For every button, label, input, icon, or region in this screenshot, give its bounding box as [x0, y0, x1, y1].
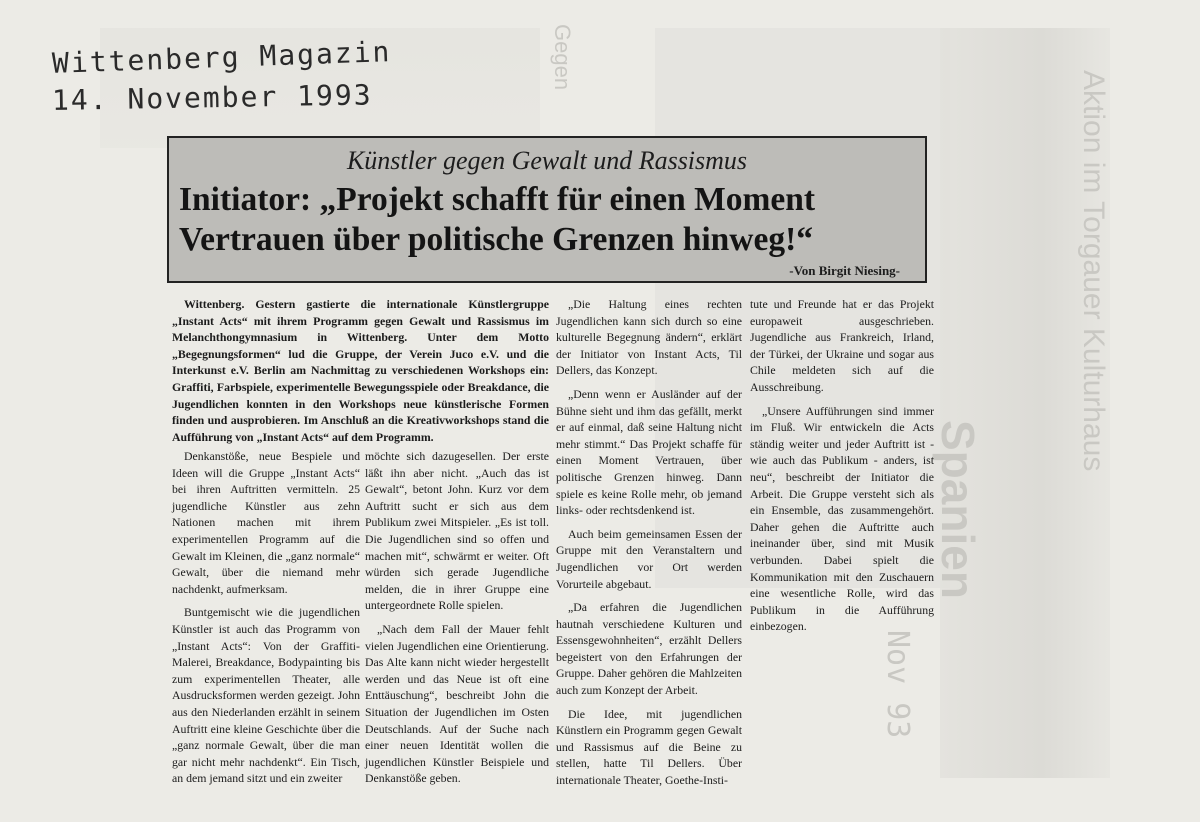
note-date: 14. November 1993: [51, 78, 373, 117]
note-publication: Wittenberg Magazin: [51, 35, 392, 80]
paragraph: „Unsere Aufführungen sind immer im Fluß. Wir entwickeln die Acts ständig weiter und jeder Auftritt ist - wie auch das Publikum - anders, ist neu“, beschreibt der Initiator die Arbeit. Die Gruppe versteht sich als ein Ensemble, das zusammengehört. Daher gehen die Auftritte auch ineinander über, sind mit Musik verbunden. Dabei spielt die Kommunikation mit den Zuschauern eine wesentliche Rolle, wird das Publikum in die Aufführung einbezogen.: [750, 403, 934, 634]
paragraph: Auch beim gemeinsamen Essen der Gruppe mit den Veranstaltern und Jugendlichen vor Ort werden Vorurteile abgebaut.: [556, 526, 742, 591]
byline: -Von Birgit Niesing-: [789, 263, 900, 278]
paragraph: möchte sich dazugesellen. Der erste läßt ihn aber nicht. „Auch das ist Gewalt“, betont John. Kurz vor dem Auftritt sucht er sich aus dem Publikum zwei Mitspieler. „Es ist toll. Die Jugendlichen sind so offen und machen mit“, schwärmt er weiter. Oft würden sich gerade Jugendliche melden, die in ihrer Gruppe eine untergeordnete Rolle spielen.: [365, 449, 549, 613]
paragraph: „Da erfahren die Jugendlichen hautnah verschiedene Kulturen und Essensgewohnheiten“, erzählt Dellers begeistert von den Erfahrungen der Gruppe. Daher gehören die Mahlzeiten auch zum Konzept der Arbeit.: [556, 600, 742, 698]
bleed-through-side-word: Gegen: [550, 24, 575, 91]
article-column-4: [750, 296, 934, 642]
headline-title: Initiator: „Projekt schafft für einen Moment Vertrauen über politische Grenzen hinweg!“: [179, 181, 816, 258]
paragraph: „Die Haltung eines rechten Jugendlichen kann sich durch so eine kulturelle Begegnung ändern“, erklärt der Initiator von Instant Acts, Til Dellers, das Konzept.: [556, 297, 742, 378]
paragraph: Buntgemischt wie die jugendlichen Künstler ist auch das Programm von „Instant Acts“: Von der Graffiti-Malerei, Breakdance, Bodypainting bis zum experimentellen Theater, alle Ausdrucksformen werden gezeigt. John aus den Niederlanden erzählt in seinem Auftritt eine kleine Geschichte über die „ganz normale Gewalt, über die man gar nicht mehr nachdenkt“. Ein Tisch, an dem jemand sitzt und ein zweiter: [172, 605, 360, 786]
article-column-2: [365, 448, 549, 794]
headline-box: [167, 136, 927, 283]
bleed-through-heading: Aktion im Torgauer Kulturhaus: [1077, 70, 1110, 472]
paragraph: Denkanstöße, neue Bespiele und Ideen will die Gruppe „Instant Acts“ bei ihren Auftritten vermitteln. 25 jugendliche Künstler aus zehn Nationen machen mit ihrem experimentellen Programm auf die Gewalt im Kleinen, die „ganz normale“ Gewalt, über die niemand mehr nachdenkt, aufmerksam.: [172, 449, 360, 596]
article-column-3: [556, 296, 742, 796]
article-lead: [172, 296, 549, 452]
bleed-through-stamp: Spanien: [932, 420, 984, 599]
paragraph: „Nach dem Fall der Mauer fehlt vielen Jugendlichen eine Orientierung. Das Alte kann nicht wieder hergestellt werden und das Neue ist oft eine Enttäuschung“, beschreibt John die Situation der Jugendlichen im Osten Deutschlands. Auf der Suche nach einer neuen Identität wollen die jugendlichen Künstler Beispiele und Denkanstöße geben.: [365, 621, 549, 786]
handwritten-source-note: [51, 35, 392, 118]
bleed-through-handwriting: Nov 93: [880, 630, 915, 739]
headline-kicker: Künstler gegen Gewalt und Rassismus: [346, 146, 748, 175]
paragraph: tute und Freunde hat er das Projekt europaweit ausgeschrieben. Jugendliche aus Frankreich, Irland, der Türkei, der Ukraine und sogar aus Chile meldeten sich auf die Ausschreibung.: [750, 297, 934, 394]
paragraph: „Denn wenn er Ausländer auf der Bühne sieht und ihm das gefällt, merkt er auf einmal, daß seine Haltung nicht mehr stimmt.“ Das Projekt schaffe für einen Moment Vertrauen, über politische Grenzen hinweg. Dann spiele es keine Rolle mehr, ob jemand links- oder rechtsdenkend ist.: [556, 386, 742, 518]
paragraph: Die Idee, mit jugendlichen Künstlern ein Programm gegen Gewalt und Rassismus auf die Beine zu stellen, hatte Til Dellers. Über internationale Theater, Goethe-Insti-: [556, 706, 742, 788]
article-column-1: [172, 448, 360, 794]
lead-paragraph: Wittenberg. Gestern gastierte die internationale Künstlergruppe „Instant Acts“ mit ihrem Programm gegen Gewalt und Rassismus im Melanchthongymnasium in Wittenberg. Unter dem Motto „Begegnungsformen“ lud die Gruppe, der Verein Juco e.V. und die Interkunst e.V. Berlin am Nachmittag zu verschiedenen Workshops ein: Graffiti, Farbspiele, experimentelle Bewegungsspiele oder Breakdance, die Jugendlichen konnten in den Workshops neue künstlerische Formen finden und ausprobieren. Im Anschluß an die Kreativworkshops stand die Aufführung von „Instant Acts“ auf dem Programm.: [172, 297, 549, 444]
